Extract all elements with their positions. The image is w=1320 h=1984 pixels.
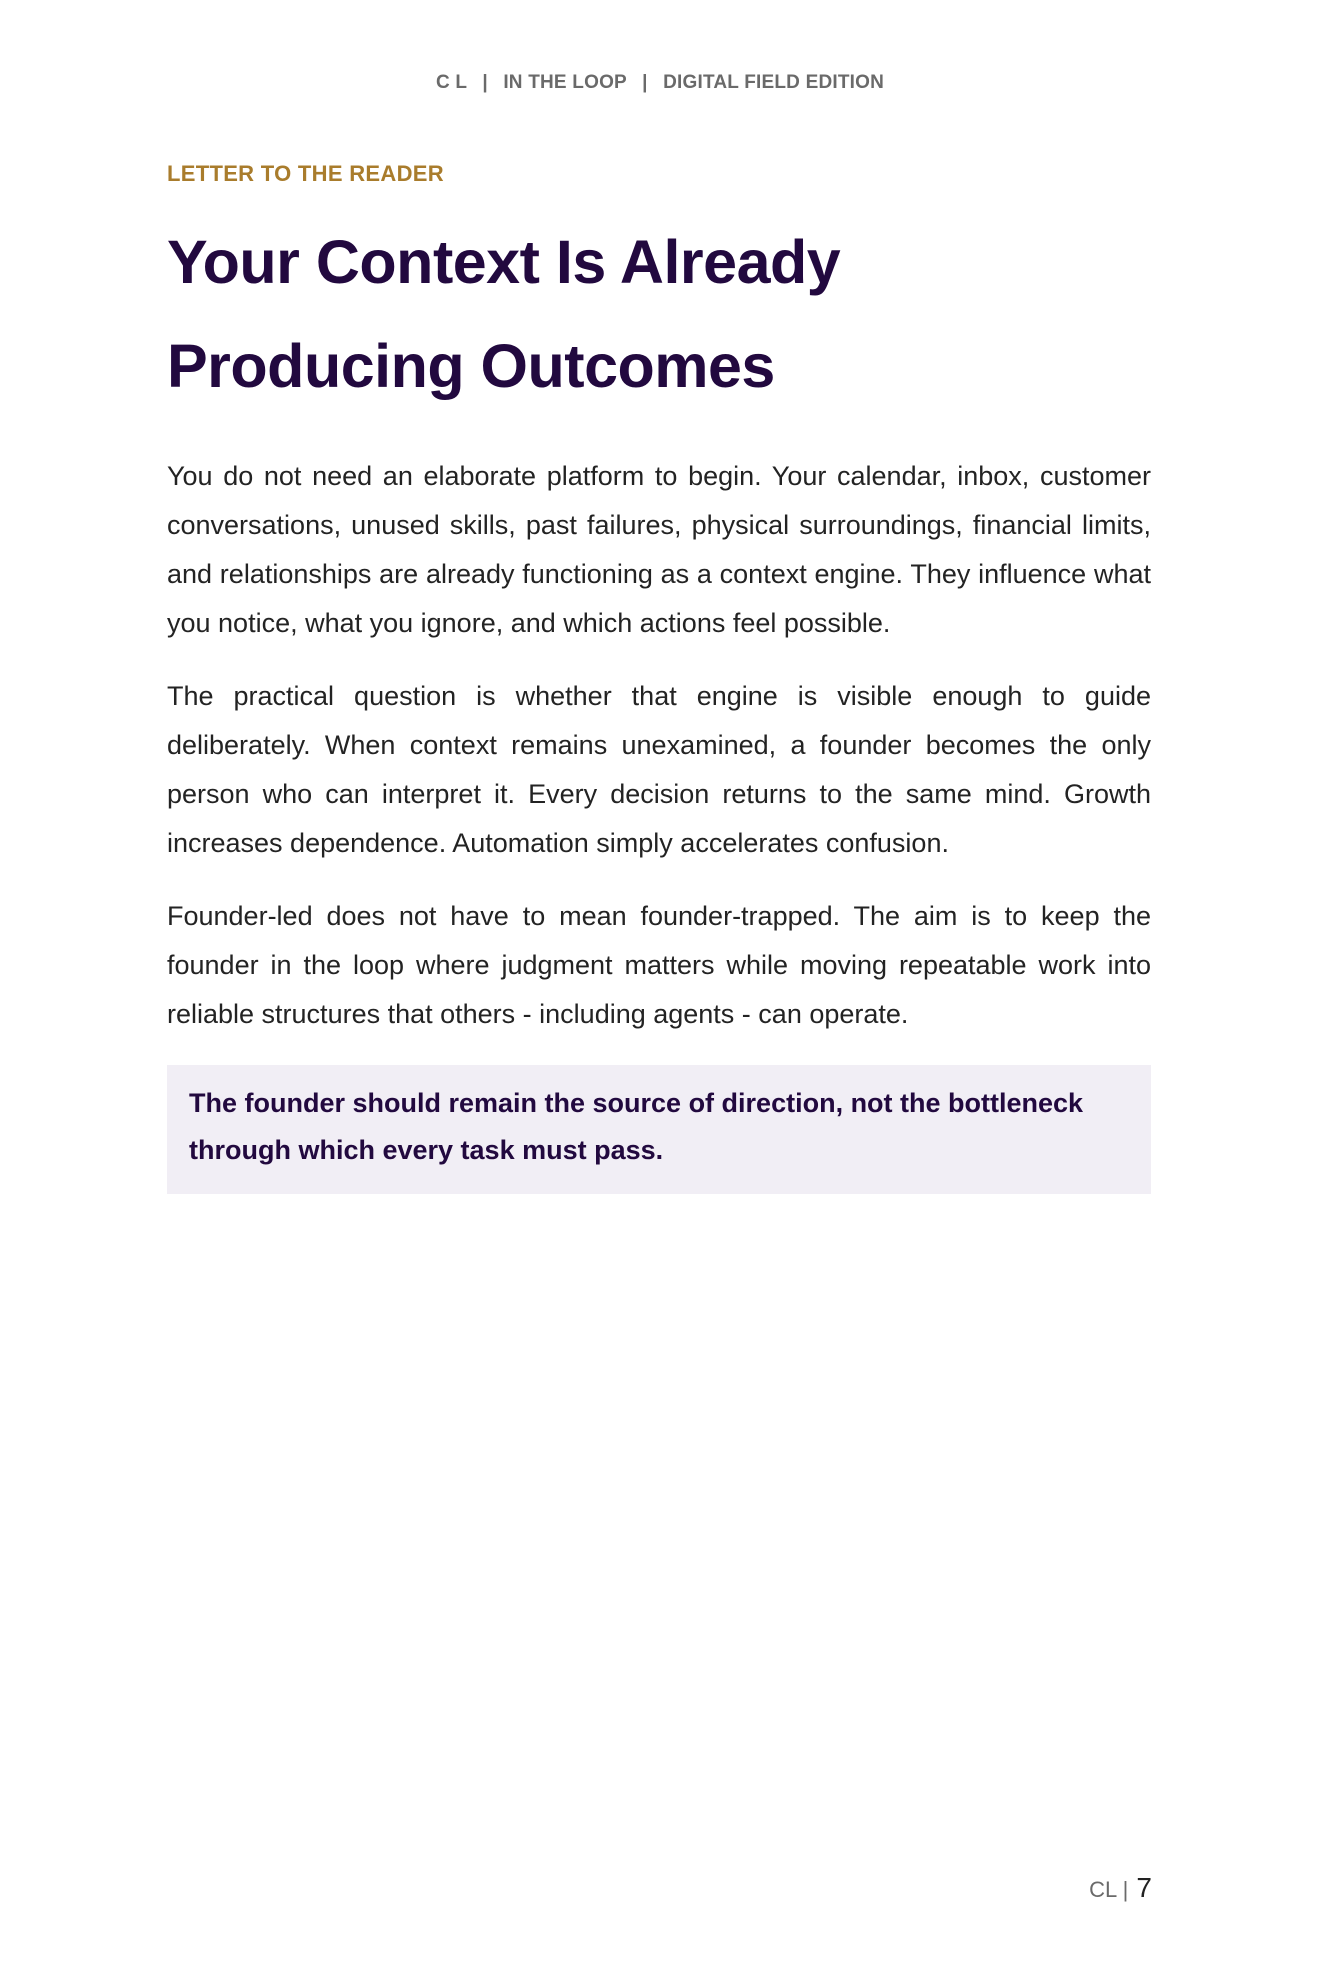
pull-quote: The founder should remain the source of direction, not the bottleneck through which every task must pass. — [167, 1065, 1151, 1194]
page-number: 7 — [1136, 1872, 1152, 1903]
article-title: Your Context Is Already Producing Outcomes — [167, 228, 841, 400]
header-section: IN THE LOOP — [503, 72, 627, 93]
header-separator: | — [642, 72, 648, 93]
running-header — [0, 72, 1320, 94]
article-kicker: LETTER TO THE READER — [167, 161, 444, 186]
header-brand: C L — [435, 72, 467, 93]
footer-label: CL — [1089, 1877, 1117, 1902]
article-paragraph: Founder-led does not have to mean founder-trapped. The aim is to keep the founder in the loop where judgment matters while moving repeatable work into reliable structures that others - including agents - can operate. — [167, 901, 1151, 1029]
header-separator: | — [482, 72, 488, 93]
footer-separator: | — [1122, 1877, 1129, 1902]
article-paragraph: You do not need an elaborate platform to begin. Your calendar, inbox, customer conversations, unused skills, past failures, physical surroundings, financial limits, and relationships are already functioning as a context engine. They influence what you notice, what you ignore, and which actions feel possible. — [167, 461, 1151, 638]
article-paragraph: The practical question is whether that engine is visible enough to guide deliberately. When context remains unexamined, a founder becomes the only person who can interpret it. Every decision returns to the same mind. Growth increases dependence. Automation simply accelerates confusion. — [167, 681, 1151, 858]
article — [167, 160, 1151, 1194]
page-footer — [1089, 1872, 1152, 1904]
header-edition: DIGITAL FIELD EDITION — [663, 72, 885, 93]
